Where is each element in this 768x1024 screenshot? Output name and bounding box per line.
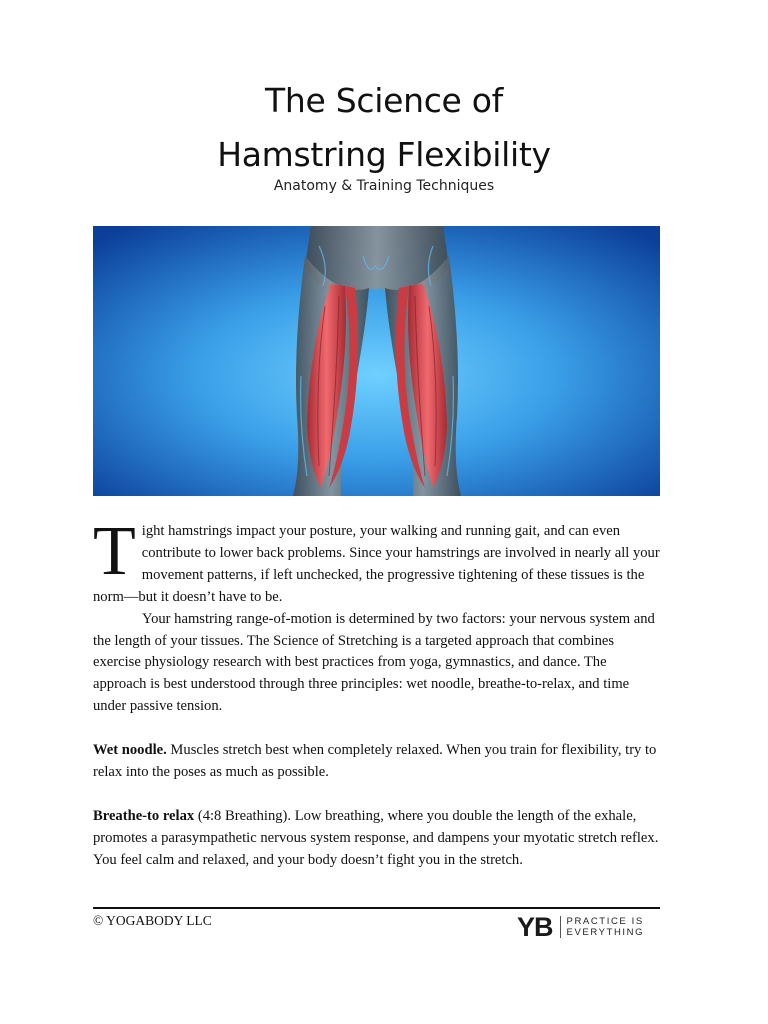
paragraph-intro-text: ight hamstrings impact your posture, your walking and running gait, and can even contribute to lower back problems. Since your hamstrings are involved in nearly all your movement patterns, if left unchecked, the progressive tightening of these tissues is the norm—but it doesn’t have to be. xyxy=(93,523,660,605)
document-title xyxy=(0,74,768,182)
hamstring-anatomy-illustration xyxy=(93,226,660,496)
yogabody-logo xyxy=(517,912,644,942)
wet-noodle-text: Muscles stretch best when completely relaxed. When you train for flexibility, try to relax into the poses as much as possible. xyxy=(93,742,657,781)
logo-tagline-line-1: PRACTICE IS xyxy=(566,916,644,927)
article-body xyxy=(93,513,660,872)
paragraph-intro xyxy=(93,513,660,609)
drop-cap: T xyxy=(93,513,136,590)
footer-divider xyxy=(93,907,660,909)
wet-noodle-heading: Wet noodle. xyxy=(93,742,167,759)
logo-tagline-line-2: EVERYTHING xyxy=(566,927,645,938)
hamstring-anatomy-image xyxy=(93,226,660,496)
paragraph-breathe-to-relax xyxy=(93,806,660,872)
copyright-notice: © YOGABODY LLC xyxy=(93,913,212,928)
paragraph-wet-noodle xyxy=(93,740,660,784)
title-line-2: Hamstring Flexibility xyxy=(217,135,551,174)
logo-separator xyxy=(560,916,561,938)
paragraph-range-of-motion: Your hamstring range-of-motion is determined by two factors: your nervous system and the length of your tissues. The Science of Stretching is a targeted approach that combines exercise physiology research with best practices from yoga, gymnastics, and dance. The approach is best understood through three principles: wet noodle, breathe-to-relax, and time under passive tension. xyxy=(93,610,655,715)
breathe-to-relax-heading: Breathe-to relax xyxy=(93,807,195,824)
title-line-1: The Science of xyxy=(265,81,503,120)
breathe-to-relax-text: (4:8 Breathing). Low breathing, where you double the length of the exhale, promotes a parasympathetic nervous system response, and dampens your myotatic stretch reflex. You feel calm and relaxed, and your body doesn’t fight you in the stretch. xyxy=(93,807,659,868)
logo-mark: YB xyxy=(517,912,553,942)
logo-tagline xyxy=(567,916,645,938)
document-subtitle: Anatomy & Training Techniques xyxy=(273,178,495,194)
